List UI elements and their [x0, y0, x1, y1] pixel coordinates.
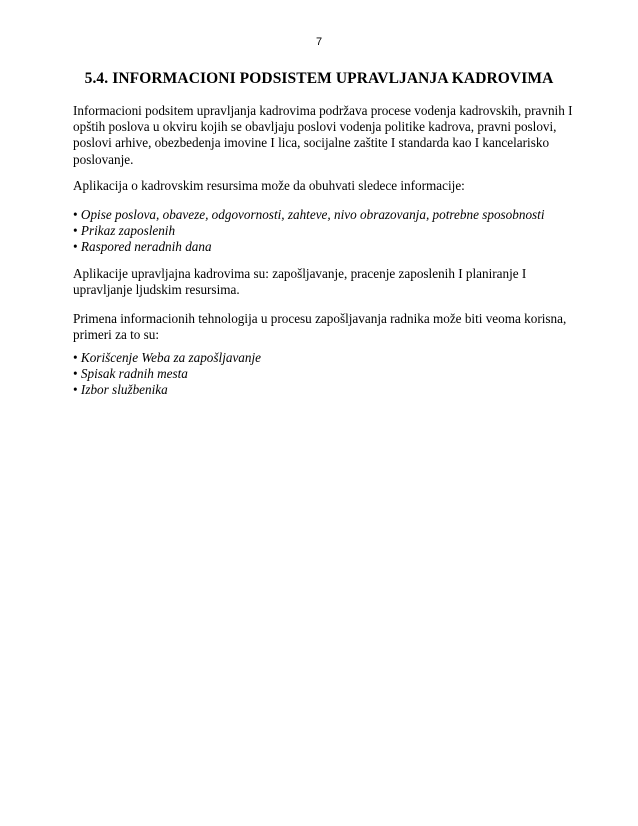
paragraph-intro — [73, 103, 573, 168]
list-item: • Prikaz zaposlenih — [73, 223, 573, 239]
text-line: Aplikacija o kadrovskim resursima može da obuhvati sledece informacije: — [73, 178, 465, 193]
bullet-list-examples — [73, 350, 573, 397]
list-item: • Opise poslova, obaveze, odgovornosti, zahteve, nivo obrazovanja, potrebne sposobnosti — [73, 207, 573, 223]
text-line: poslovi arhive, obezbedenja imovine I lica, socijalne zaštite I standarda kao I kancelarisko — [73, 135, 550, 151]
page-number: 7 — [315, 36, 323, 48]
text-line: Informacioni podsitem upravljanja kadrovima podržava procese vodenja kadrovskih, pravnih I — [73, 103, 573, 118]
list-item: • Izbor službenika — [73, 382, 573, 398]
paragraph-hr-applications — [73, 266, 573, 298]
paragraph-applications — [73, 178, 573, 194]
text-line: upravljanje ljudskim resursima. — [73, 282, 240, 298]
list-item: • Raspored neradnih dana — [73, 239, 573, 255]
text-line: Aplikacije upravljajna kadrovima su: zapošljavanje, pracenje zaposlenih I planiranje I — [73, 266, 527, 281]
text-line: opštih poslova u okviru kojih se obavljaju poslovi vodenja politike kadrova, pravni poslovi, — [73, 119, 557, 135]
list-item: • Korišcenje Weba za zapošljavanje — [73, 350, 573, 366]
text-line: poslovanje. — [73, 151, 134, 167]
text-line: primeri za to su: — [73, 327, 160, 343]
list-item: • Spisak radnih mesta — [73, 366, 573, 382]
text-line: Primena informacionih tehnologija u procesu zapošljavanja radnika može biti veoma korisna, — [73, 311, 567, 326]
section-heading: 5.4. INFORMACIONI PODSISTEM UPRAVLJANJA KADROVIMA — [84, 70, 554, 87]
paragraph-it-use — [73, 311, 573, 343]
bullet-list-information — [73, 207, 573, 254]
